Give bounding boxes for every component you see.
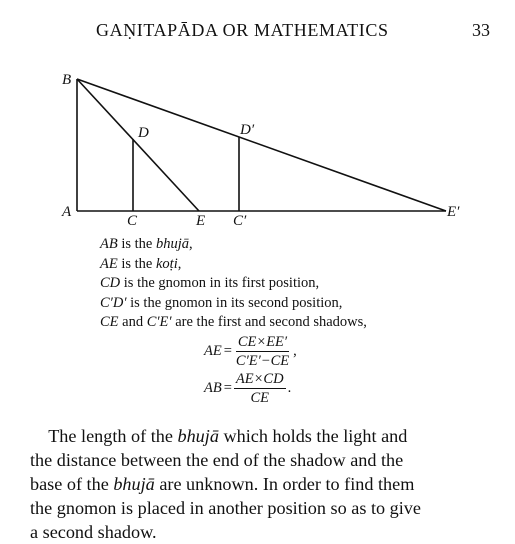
label-A: A [62, 204, 72, 220]
label-E-prime: E′ [447, 204, 460, 220]
label-E: E [196, 213, 206, 229]
paragraph-line-1: The length of the bhujā which holds the light and [48, 426, 408, 446]
body-paragraph [30, 424, 500, 544]
caption-line-4: C′D′ is the gnomon in its second position, [100, 294, 343, 311]
page-number: 33 [472, 20, 490, 40]
line-BE [77, 79, 199, 211]
label-D: D [138, 125, 149, 141]
fraction: $\frac{AE\times CD}{CE}$ [235, 371, 284, 406]
running-title: GAṆITAPĀDA OR MATHEMATICS [96, 20, 389, 40]
label-B: B [62, 72, 72, 88]
caption-line-5: CE and C′E′ are the first and second shadows, [100, 314, 367, 330]
paragraph-line-4: the gnomon is placed in another position so as to give [30, 498, 421, 518]
label-D-prime: D′ [240, 122, 255, 138]
caption-line-2: AE is the koṭi, [100, 255, 182, 272]
caption-line-3: CD is the gnomon in its first position, [100, 275, 320, 291]
geometry-figure [0, 0, 515, 240]
label-C: C [127, 213, 138, 229]
paragraph-line-3: base of the bhujā are unknown. In order to find them [30, 474, 415, 494]
formula-AB: AB = $\frac{AE\times CD}{CE}$ . [204, 371, 292, 406]
label-C-prime: C′ [233, 213, 247, 229]
caption-line-1: AB is the bhujā, [100, 236, 193, 252]
figure-caption [100, 235, 367, 333]
paragraph-line-5: a second shadow. [30, 522, 157, 542]
formula-AE: AE = $\frac{CE\times EE'}{C'E'-CE}$ , [204, 334, 297, 369]
fraction: $\frac{CE\times EE'}{C'E'-CE}$ [235, 334, 290, 369]
paragraph-line-2: the distance between the end of the shadow and the [30, 450, 404, 470]
